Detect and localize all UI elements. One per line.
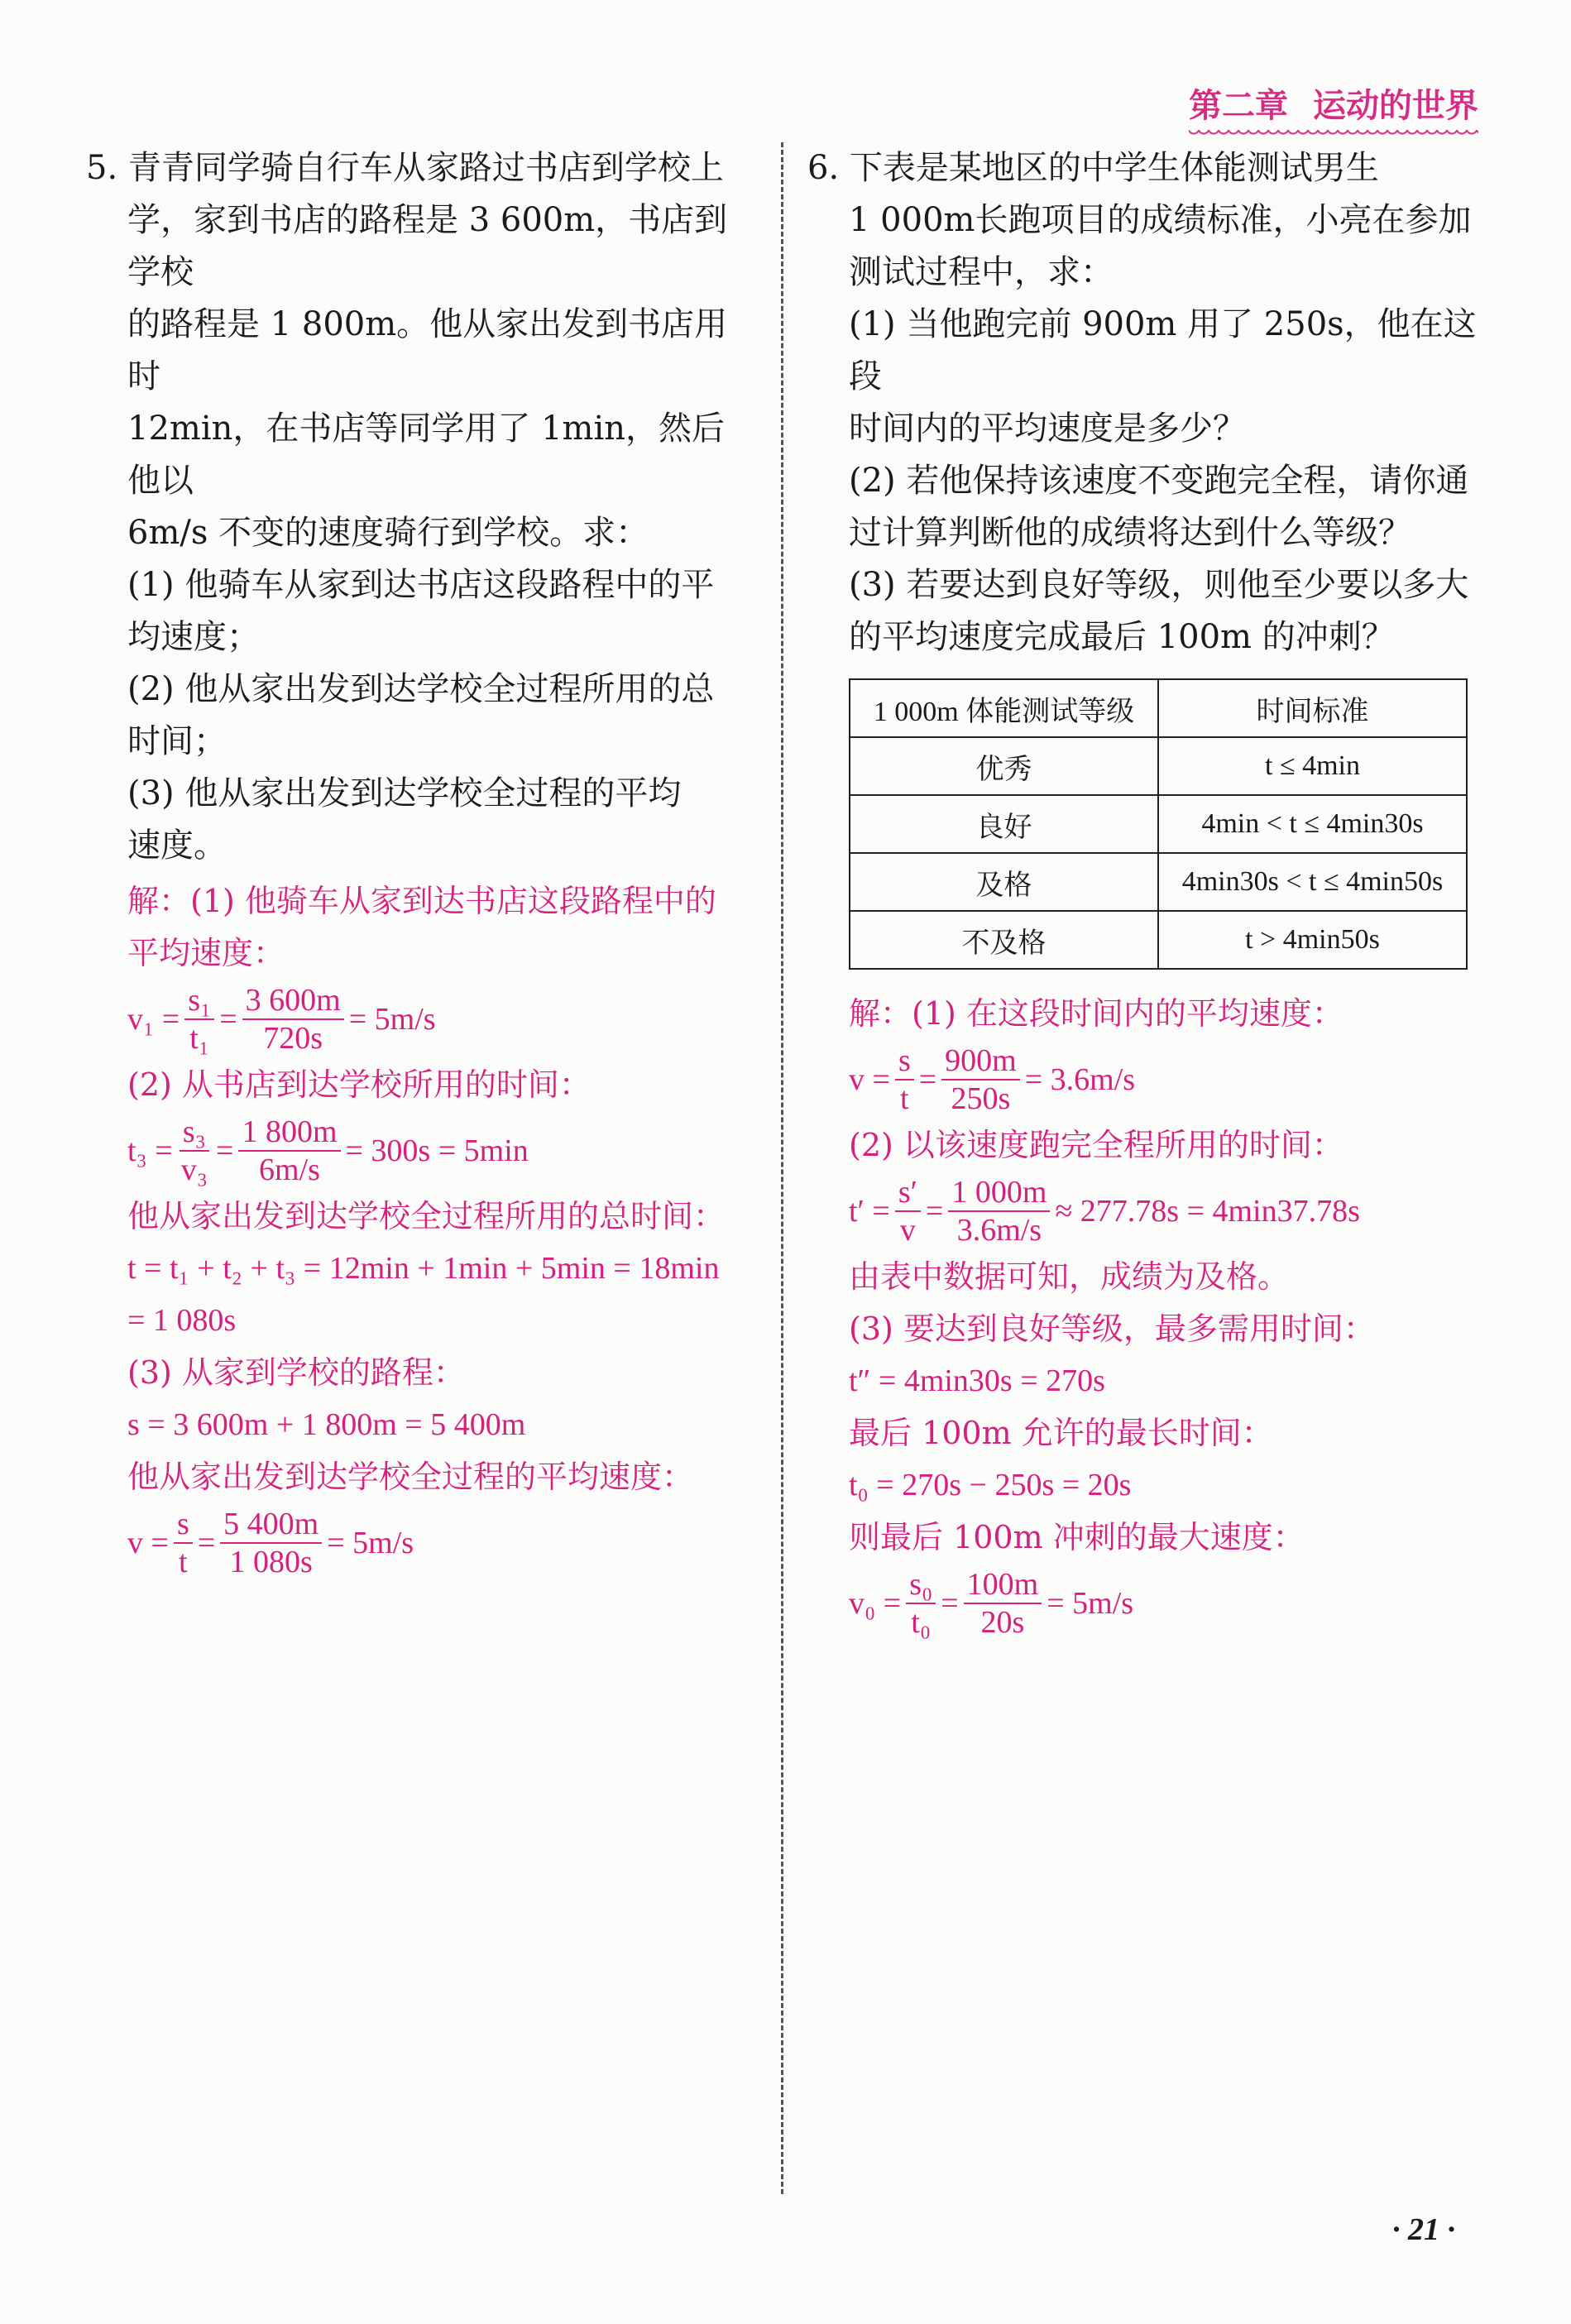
fraction <box>184 982 214 1057</box>
table-cell: 良好 <box>850 795 1158 853</box>
table-row <box>850 911 1467 969</box>
question-6-line: 1 000m长跑项目的成绩标准，小亮在参加 <box>849 201 1472 239</box>
numerator: 1 000m <box>948 1174 1050 1212</box>
fraction <box>906 1566 936 1641</box>
fraction <box>238 1114 340 1188</box>
denominator: 250s <box>951 1081 1011 1116</box>
table-row <box>850 737 1467 795</box>
denominator: 20s <box>980 1605 1025 1640</box>
question-6 <box>807 142 1479 664</box>
denominator: t <box>179 1545 188 1579</box>
solution-line: 解：(1) 他骑车从家到达书店这段路程中的 <box>127 883 716 919</box>
question-6-column <box>807 142 1479 1643</box>
solution-line: t = t₁ + t₂ + t₃ = 12min + 1min + 5min = 18min <box>127 1251 720 1286</box>
solution-5 <box>86 875 753 1583</box>
table-cell: 优秀 <box>850 737 1158 795</box>
solution-line: 最后 100m 允许的最长时间： <box>849 1415 1273 1451</box>
question-5-line: 的路程是 1 800m。他从家出发到书店用时 <box>127 305 728 395</box>
solution-line: (3) 从家到学校的路程： <box>127 1354 465 1391</box>
numerator: 5 400m <box>220 1506 322 1544</box>
table-row <box>850 853 1467 911</box>
denominator: v <box>899 1213 916 1248</box>
formula-lhs: t′ = <box>849 1193 890 1229</box>
denominator: t₀ <box>911 1605 932 1640</box>
column-divider <box>781 142 783 2194</box>
table-cell: 4min < t ≤ 4min30s <box>1158 795 1467 853</box>
fraction <box>964 1566 1042 1641</box>
question-6-sub-2: 过计算判断他的成绩将达到什么等级？ <box>849 514 1411 552</box>
solution-line: 由表中数据可知，成绩为及格。 <box>849 1258 1290 1295</box>
question-6-sub-1: (1) 当他跑完前 900m 用了 250s，他在这段 <box>849 305 1477 395</box>
numerator: 1 800m <box>238 1114 340 1152</box>
question-6-sub-2: (2) 若他保持该速度不变跑完全程，请你通 <box>849 462 1469 500</box>
formula-v0: v₀ = $\frac{\text{s₀}}{\text{t₀}}$ = $\frac{100m}{20s}$ = 5m/s <box>849 1567 1134 1640</box>
formula-lhs: v₁ = <box>127 1001 180 1037</box>
formula-v: v = $\frac{s}{t}$ = $\frac{5 400m}{1 080s}$ = 5m/s <box>127 1507 414 1579</box>
solution-line: (2) 从书店到达学校所用的时间： <box>127 1066 591 1103</box>
numerator: s <box>895 1042 914 1081</box>
numerator: 900m <box>941 1042 1020 1081</box>
question-5-sub-3: (3) 他从家出发到达学校全过程的平均 <box>127 774 682 812</box>
chapter-header <box>1189 79 1478 127</box>
question-6-line: 6. 下表是某地区的中学生体能测试男生 <box>807 149 1379 187</box>
formula-lhs: v = <box>127 1525 169 1560</box>
denominator: v₃ <box>180 1152 208 1187</box>
fitness-standard-table <box>849 678 1468 970</box>
denominator: t <box>900 1081 909 1116</box>
denominator: 720s <box>263 1021 323 1056</box>
solution-line: 平均速度： <box>127 935 285 971</box>
formula-v1: v₁ = $\frac{\text{s₁}}{\text{t₁}}$ = $\frac{3 600m}{720s}$ = 5m/s <box>127 983 436 1056</box>
fraction <box>941 1042 1020 1117</box>
table-cell: 4min30s < t ≤ 4min50s <box>1158 853 1467 911</box>
fraction <box>895 1174 921 1248</box>
question-6-sub-3: (3) 若要达到良好等级，则他至少要以多大 <box>849 566 1469 604</box>
table-header-cell: 时间标准 <box>1158 679 1467 737</box>
header-underline <box>1189 130 1478 138</box>
solution-6 <box>807 988 1479 1643</box>
question-5-sub-1: (1) 他骑车从家到达书店这段路程中的平 <box>127 566 715 604</box>
formula-v: v = $\frac{s}{t}$ = $\frac{900m}{250s}$ = 3.6m/s <box>849 1043 1136 1116</box>
numerator: s <box>174 1506 193 1544</box>
question-5-sub-2: 时间； <box>127 722 227 760</box>
denominator: t₁ <box>189 1021 210 1056</box>
numerator: s₃ <box>180 1114 209 1152</box>
formula-rhs: = 300s = 5min <box>345 1133 529 1168</box>
question-5-line: 12min，在书店等同学用了 1min，然后他以 <box>127 410 726 500</box>
solution-line: 则最后 100m 冲刺的最大速度： <box>849 1519 1305 1555</box>
solution-line: 解：(1) 在这段时间内的平均速度： <box>849 995 1343 1032</box>
question-5-line: 学，家到书店的路程是 3 600m，书店到学校 <box>127 201 728 291</box>
question-5-line: 5. 青青同学骑自行车从家路过书店到学校上 <box>86 149 724 187</box>
table-cell: 及格 <box>850 853 1158 911</box>
chapter-title: 运动的世界 <box>1313 87 1478 125</box>
denominator: 3.6m/s <box>956 1213 1042 1248</box>
table-row <box>850 795 1467 853</box>
formula-rhs: = 3.6m/s <box>1024 1061 1136 1097</box>
solution-line: = 1 080s <box>127 1303 237 1338</box>
formula-t3: t₃ = $\frac{\text{s₃}}{\text{v₃}}$ = $\frac{1 800m}{6m/s}$ = 300s = 5min <box>127 1114 529 1187</box>
fraction <box>174 1506 193 1580</box>
formula-rhs: = 5m/s <box>1047 1585 1134 1621</box>
denominator: 1 080s <box>229 1545 313 1579</box>
table-cell: 不及格 <box>850 911 1158 969</box>
formula-lhs: t₃ = <box>127 1133 173 1168</box>
formula-t-prime: t′ = $\frac{s'}{v}$ = $\frac{1 000m}{3.6m/s}$ ≈ 277.78s = 4min37.78s <box>849 1175 1360 1248</box>
numerator: 100m <box>964 1566 1042 1604</box>
fraction <box>242 982 344 1057</box>
question-6-line: 测试过程中，求： <box>849 253 1114 291</box>
question-5-sub-1: 均速度； <box>127 618 260 656</box>
question-6-sub-3: 的平均速度完成最后 100m 的冲刺？ <box>849 618 1395 656</box>
chapter-number: 第二章 <box>1189 87 1288 125</box>
question-5-sub-2: (2) 他从家出发到达学校全过程所用的总 <box>127 670 715 708</box>
solution-line: s = 3 600m + 1 800m = 5 400m <box>127 1407 526 1442</box>
solution-line: 他从家出发到达学校全过程所用的总时间： <box>127 1198 726 1234</box>
question-5-sub-3: 速度。 <box>127 827 227 865</box>
question-5-column <box>86 142 753 1583</box>
formula-lhs: v₀ = <box>849 1585 902 1621</box>
formula-rhs: = 5m/s <box>348 1001 436 1037</box>
numerator: s′ <box>895 1174 921 1212</box>
solution-line: t₀ = 270s − 250s = 20s <box>849 1468 1132 1502</box>
question-5 <box>86 142 753 872</box>
numerator: s₁ <box>184 982 214 1020</box>
denominator: 6m/s <box>259 1152 320 1187</box>
formula-lhs: v = <box>849 1061 890 1097</box>
numerator: s₀ <box>906 1566 936 1604</box>
table-cell: t ≤ 4min <box>1158 737 1467 795</box>
fraction <box>948 1174 1050 1248</box>
table-cell: t > 4min50s <box>1158 911 1467 969</box>
numerator: 3 600m <box>242 982 344 1020</box>
table-header-cell: 1 000m 体能测试等级 <box>850 679 1158 737</box>
fraction <box>895 1042 914 1117</box>
formula-rhs: = 5m/s <box>327 1525 414 1560</box>
page-number: · 21 · <box>1392 2212 1455 2247</box>
solution-line: (3) 要达到良好等级，最多需用时间： <box>849 1311 1375 1347</box>
question-5-line: 6m/s 不变的速度骑行到学校。求： <box>127 514 649 552</box>
fraction <box>220 1506 322 1580</box>
solution-line: 他从家出发到达学校全过程的平均速度： <box>127 1459 694 1495</box>
solution-line: t″ = 4min30s = 270s <box>849 1363 1105 1398</box>
formula-rhs: ≈ 277.78s = 4min37.78s <box>1055 1193 1360 1229</box>
fraction <box>178 1114 211 1188</box>
table-header-row <box>850 679 1467 737</box>
solution-line: (2) 以该速度跑完全程所用的时间： <box>849 1127 1343 1163</box>
question-6-sub-1: 时间内的平均速度是多少？ <box>849 410 1246 448</box>
